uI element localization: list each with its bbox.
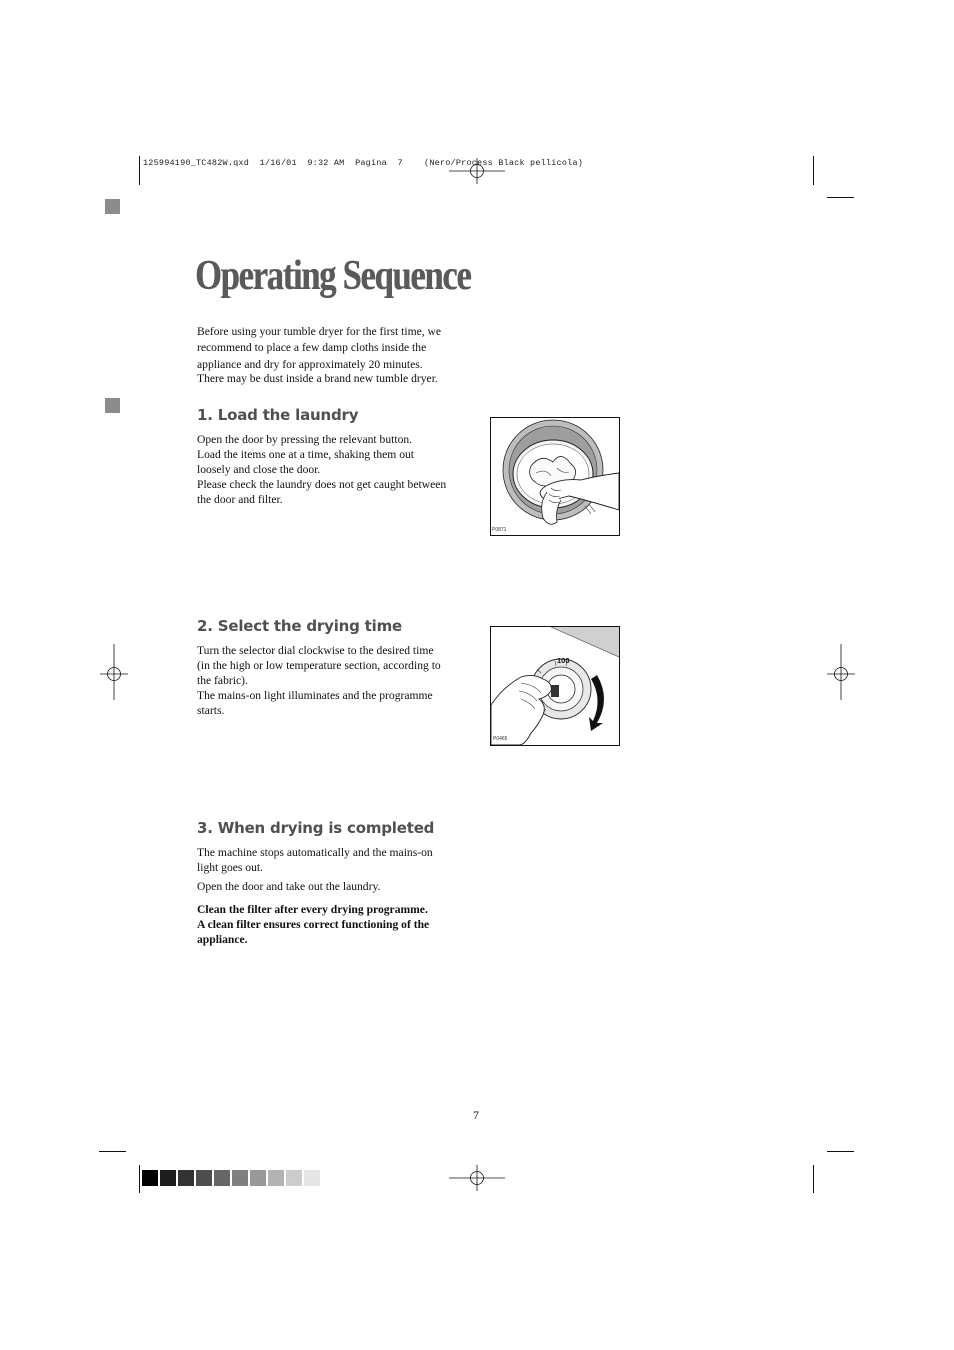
body-line: The machine stops automatically and the mains-on <box>197 846 433 859</box>
figure-code: P0871 <box>492 527 507 533</box>
crop-mark <box>813 156 814 185</box>
crop-mark <box>827 197 854 198</box>
print-slug: 125994190_TC482W.qxd 1/16/01 9:32 AM Pagina 7 (Nero/Process Black pellicola) <box>143 158 584 168</box>
body-line: loosely and close the door. <box>197 463 321 476</box>
section-heading-load-laundry: 1. Load the laundry <box>197 406 359 424</box>
section-heading-select-drying-time: 2. Select the drying time <box>197 617 402 635</box>
color-swatch <box>286 1170 302 1186</box>
section-body-load-laundry <box>197 432 472 507</box>
crop-mark <box>139 156 140 185</box>
intro-line: appliance and dry for approximately 20 minutes. <box>197 358 423 371</box>
page-number: 7 <box>473 1108 479 1122</box>
body-line: Open the door by pressing the relevant button. <box>197 433 413 446</box>
section-marker <box>105 199 120 214</box>
body-line: Please check the laundry does not get caught between <box>197 478 447 491</box>
color-swatch <box>232 1170 248 1186</box>
color-swatch <box>142 1170 158 1186</box>
body-line: Load the items one at a time, shaking them out <box>197 448 415 461</box>
registration-mark-icon <box>449 158 505 184</box>
selector-dial-illustration <box>491 627 619 745</box>
page-title: Operating Sequence <box>195 253 471 299</box>
figure-code: P0465 <box>493 736 508 742</box>
body-line: (in the high or low temperature section, according to <box>197 659 441 672</box>
color-swatch <box>250 1170 266 1186</box>
section-body-drying-completed <box>197 845 472 947</box>
body-line: the fabric). <box>197 674 248 687</box>
filter-warning: A clean filter ensures correct functioning of the <box>197 918 430 931</box>
dial-label: 100 <box>557 656 570 665</box>
body-line: The mains-on light illuminates and the programme <box>197 689 433 702</box>
section-body-select-drying-time <box>197 643 472 718</box>
color-swatch <box>268 1170 284 1186</box>
color-swatch <box>196 1170 212 1186</box>
body-line: the door and filter. <box>197 493 283 506</box>
section-heading-drying-completed: 3. When drying is completed <box>197 819 435 837</box>
color-swatch <box>178 1170 194 1186</box>
intro-paragraph <box>197 324 472 387</box>
intro-line: There may be dust inside a brand new tumble dryer. <box>197 372 438 385</box>
figure-load-laundry <box>490 417 620 536</box>
body-line: Open the door and take out the laundry. <box>197 880 381 893</box>
intro-line: recommend to place a few damp cloths inside the <box>197 341 427 354</box>
body-line: starts. <box>197 704 225 717</box>
body-line: Turn the selector dial clockwise to the desired time <box>197 644 434 657</box>
color-swatch <box>160 1170 176 1186</box>
crop-mark <box>99 1151 126 1152</box>
registration-mark-icon <box>827 644 855 700</box>
section-marker <box>105 398 120 413</box>
figure-selector-dial <box>490 626 620 746</box>
color-swatch <box>304 1170 320 1186</box>
color-swatch <box>214 1170 230 1186</box>
body-line: light goes out. <box>197 861 264 874</box>
filter-warning: appliance. <box>197 933 248 946</box>
intro-line: Before using your tumble dryer for the first time, we <box>197 325 442 338</box>
loading-laundry-illustration <box>491 418 619 535</box>
registration-mark-icon <box>100 644 128 700</box>
registration-mark-icon <box>449 1165 505 1191</box>
crop-mark <box>813 1165 814 1193</box>
crop-mark <box>139 1165 140 1193</box>
crop-mark <box>827 1151 854 1152</box>
filter-warning: Clean the filter after every drying programme. <box>197 903 428 916</box>
